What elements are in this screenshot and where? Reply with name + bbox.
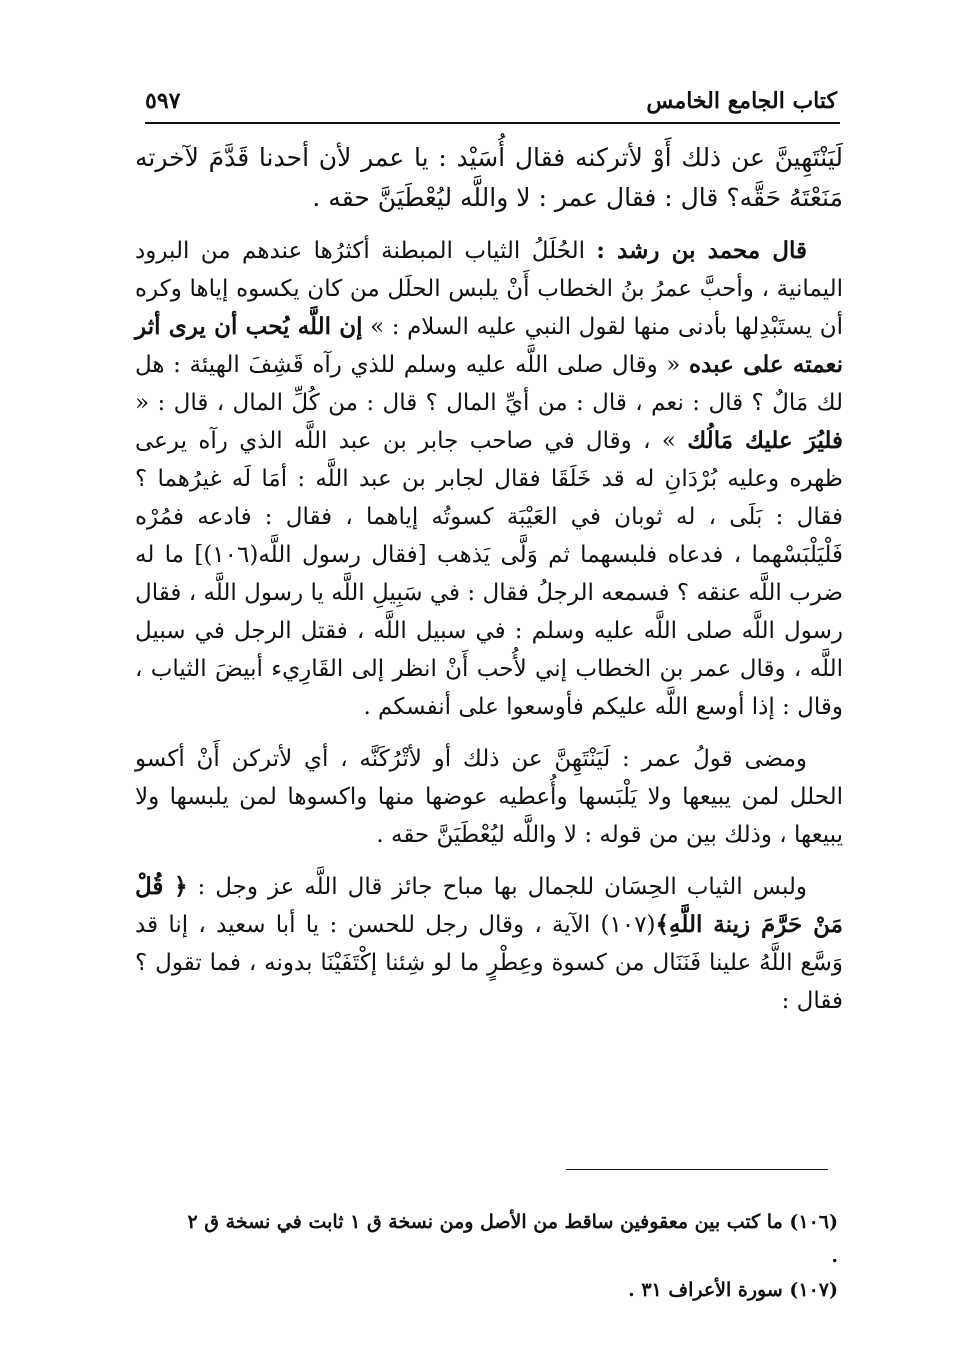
paragraph-2-text-b: « وقال صلى اللَّه عليه وسلم للذي رآه قَشِفَ الهيئة : هل لك مَالٌ ؟ قال : نعم ، قال : من أيِّ المال ؟ قال : من كُلِّ المال ، قال : « xyxy=(135,352,843,416)
running-header xyxy=(145,84,837,124)
paragraph-4-text-b: (١٠٧) الآية ، وقال رجل للحسن : يا أبا سعيد ، إنا قد وَسَّع اللَّهُ علينا فَنَنَال من كسوة وعِطْرٍ ما لو شِئنا إكْتَفَيْنَا بدونه ، فما تقول ؟ فقال : xyxy=(135,912,843,1014)
hadith-quote-1: إن اللَّه يُحب أن يرى أثر نعمته على عبده xyxy=(135,313,843,378)
footnotes xyxy=(180,1205,838,1307)
header-rule xyxy=(145,122,840,124)
paragraph-4 xyxy=(135,868,843,1020)
footnote-106: (١٠٦) ما كتب بين معقوفين ساقط من الأصل ومن نسخة ق ١ ثابت في نسخة ق ٢ . xyxy=(187,1211,838,1267)
quran-quote: ﴿ قُلْ مَنْ حَرَّمَ زينة اللَّهِ﴾ xyxy=(135,873,843,938)
footnote-rule xyxy=(566,1169,828,1170)
hadith-quote-2: فليُرَ عليك مَالُك xyxy=(687,427,844,454)
paragraph-1: لَيَنْتَهِينَّ عن ذلك أَوْ لأتركنه فقال أُسَيْد : يا عمر لأن أحدنا قَدَّمَ لآخرته مَنَعْتَهُ حَقَّه؟ قال : فقال عمر : لا واللَّه ليُعْطَيَنَّ حقه . xyxy=(135,143,843,212)
footnote-107: (١٠٧) سورة الأعراف ٣١ . xyxy=(628,1279,838,1301)
paragraph-2-text-a: الحُلَلُ الثياب المبطنة أكثرُها عندهم من البرود اليمانية ، وأحبَّ عمرُ بنُ الخطاب أَنْ يلبس الحلَل من كان يكسوه إياها وكره أن يستَبْدِلها بأدنى منها لقول النبي عليه السلام : » xyxy=(135,238,843,340)
paragraph-2-text-c: » ، وقال في صاحب جابر بن عبد اللَّه الذي رآه يرعى ظهره وعليه بُرْدَانِ له قد خَلَقَا فقال لجابر بن عبد اللَّه : أمَا لَه غيرُهما ؟ فقال : بَلَى ، له ثوبان في العَيْبَة كسوتُه إياهما ، فقال : فادعه فمُرْه فَلْيَلْبَسْهما ، فدعاه فلبسهما ثم وَلَّى يَذهب [فقال رسول اللَّه(١٠٦)] ما له ضرب اللَّه عنقه ؟ فسمعه الرجلُ فقال : في سَبِيلِ اللَّه يا رسول اللَّه ، فقال رسول اللَّه صلى اللَّه عليه وسلم : في سبيل اللَّه ، فقتل الرجل في سبيل اللَّه ، وقال عمر بن الخطاب إني لأُحب أَنْ انظر إلى القَارِيء أبيضَ الثياب ، وقال : إذا أوسع اللَّه عليكم فأوسعوا على أنفسكم . xyxy=(135,428,843,720)
commentary-lead: قال محمد بن رشد : xyxy=(596,237,807,264)
page-number: ٥٩٧ xyxy=(145,88,181,114)
paragraph-4-text-a: ولبس الثياب الحِسَان للجمال بها مباح جائز قال اللَّه عز وجل : xyxy=(187,874,807,900)
main-text xyxy=(135,138,843,1020)
paragraph-3: ومضى قولُ عمر : لَيَنْتَهِنَّ عن ذلك أو لأتْرُكَنَّه ، أي لأتركن أَنْ أكسو الحلل لمن يبيعها ولا يَلْبَسها وأُعطيه عوضها منها واكسوها لمن يلبسها ولا يبيعها ، وذلك بين من قوله : لا واللَّه ليُعْطَيَنَّ حقه . xyxy=(135,746,843,848)
paragraph-2 xyxy=(135,232,843,726)
chapter-title: كتاب الجامع الخامس xyxy=(646,88,837,114)
